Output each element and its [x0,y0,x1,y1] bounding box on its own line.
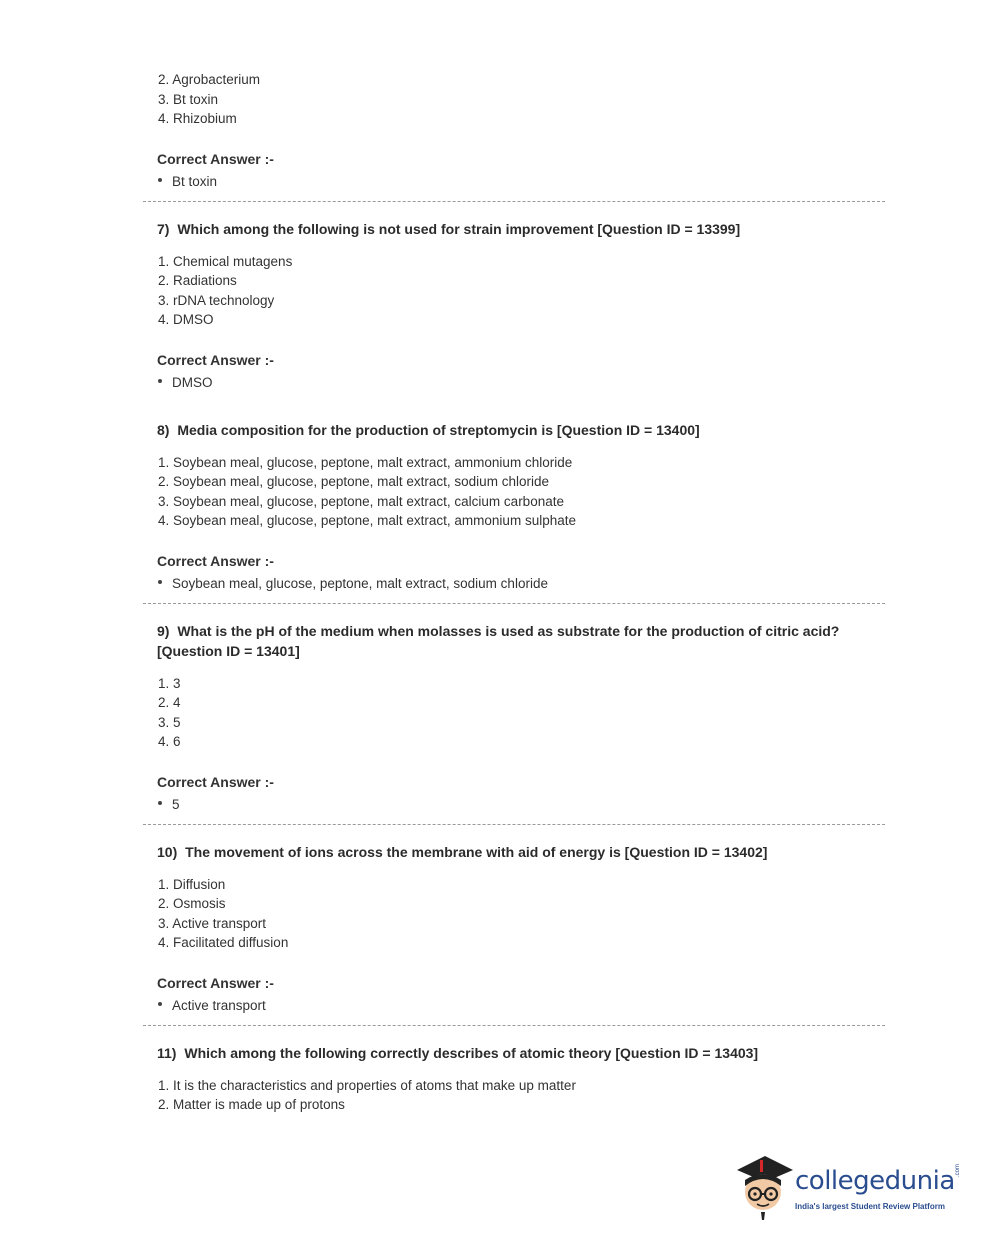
q7-answer [158,375,213,390]
q9-answer-text: 5 [172,797,180,812]
q9-option-1: 1. 3 [158,676,181,691]
q9-option-3: 3. 5 [158,715,181,730]
q11-text: Which among the following correctly describes of atomic theory [Question ID = 13403] [184,1045,759,1061]
q6-answer [158,174,217,189]
q7-question [157,219,857,239]
q9-option-4: 4. 6 [158,734,181,749]
bullet-icon [158,178,162,182]
q10-option-4: 4. Facilitated diffusion [158,935,289,950]
logo-suffix: .com [955,1163,961,1177]
q6-option-3: 3. Bt toxin [158,92,219,107]
collegedunia-logo [733,1152,963,1224]
q7-option-4: 4. DMSO [158,312,214,327]
logo-wordmark: collegedunia [795,1166,955,1196]
q9-question [157,621,867,661]
q10-answer-text: Active transport [172,998,266,1013]
bullet-icon [158,801,162,805]
separator [143,1025,885,1026]
q8-answer-heading: Correct Answer :- [157,553,274,569]
q8-answer-text: Soybean meal, glucose, peptone, malt extract, sodium chloride [172,576,548,591]
q9-option-2: 2. 4 [158,695,181,710]
q11-question [157,1043,857,1063]
q6-option-2: 2. Agrobacterium [158,72,261,87]
q9-text: What is the pH of the medium when molasses is used as substrate for the production of citric acid? [Question ID = 13401] [157,623,840,659]
q7-text: Which among the following is not used for strain improvement [Question ID = 13399] [177,221,741,237]
q8-option-4: 4. Soybean meal, glucose, peptone, malt extract, ammonium sulphate [158,513,576,528]
separator [143,603,885,604]
q8-answer [158,576,548,591]
q8-text: Media composition for the production of streptomycin is [Question ID = 13400] [177,422,700,438]
bullet-icon [158,1002,162,1006]
q7-option-1: 1. Chemical mutagens [158,254,293,269]
q8-question [157,420,857,440]
q6-option-4: 4. Rhizobium [158,111,237,126]
q7-option-3: 3. rDNA technology [158,293,275,308]
q8-number: 8) [157,422,170,438]
q7-answer-heading: Correct Answer :- [157,352,274,368]
q10-text: The movement of ions across the membrane with aid of energy is [Question ID = 13402] [185,844,768,860]
q8-option-2: 2. Soybean meal, glucose, peptone, malt extract, sodium chloride [158,474,549,489]
mascot-icon [733,1152,795,1222]
q6-answer-text: Bt toxin [172,174,218,189]
q7-answer-text: DMSO [172,375,213,390]
q7-number: 7) [157,221,170,237]
q10-question [157,842,857,862]
q8-option-3: 3. Soybean meal, glucose, peptone, malt extract, calcium carbonate [158,494,564,509]
q10-option-1: 1. Diffusion [158,877,226,892]
q6-answer-heading: Correct Answer :- [157,151,274,167]
q9-answer [158,797,180,812]
q9-answer-heading: Correct Answer :- [157,774,274,790]
separator [143,824,885,825]
q10-answer [158,998,266,1013]
q7-option-2: 2. Radiations [158,273,237,288]
bullet-icon [158,379,162,383]
q10-option-2: 2. Osmosis [158,896,226,911]
q10-answer-heading: Correct Answer :- [157,975,274,991]
q11-option-2: 2. Matter is made up of protons [158,1097,345,1112]
q11-option-1: 1. It is the characteristics and properties of atoms that make up matter [158,1078,576,1093]
logo-tagline: India's largest Student Review Platform [795,1202,945,1211]
bullet-icon [158,580,162,584]
separator [143,201,885,202]
q11-number: 11) [157,1045,177,1061]
q8-option-1: 1. Soybean meal, glucose, peptone, malt extract, ammonium chloride [158,455,573,470]
q9-number: 9) [157,623,170,639]
q10-number: 10) [157,844,178,860]
q10-option-3: 3. Active transport [158,916,267,931]
